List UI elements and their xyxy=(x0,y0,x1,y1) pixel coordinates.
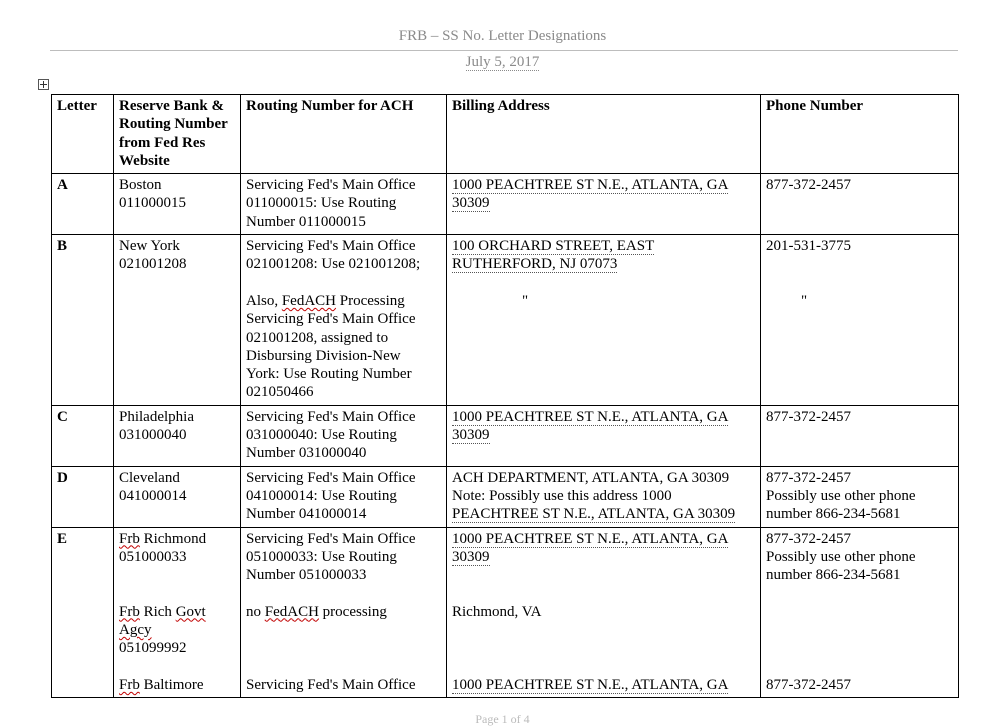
table-row xyxy=(52,235,959,406)
column-header-routing-ach: Routing Number for ACH xyxy=(241,95,447,174)
cell-reserve-bank: Frb Richmond 051000033 Frb Rich Govt Agcy 051099992 Frb Baltimore xyxy=(114,527,241,698)
spellcheck-flagged-word: Frb xyxy=(119,603,140,620)
column-header-letter: Letter xyxy=(52,95,114,174)
document-header-title: FRB – SS No. Letter Designations xyxy=(398,28,607,44)
spellcheck-flagged-word: Agcy xyxy=(119,622,152,639)
cell-routing-ach: Servicing Fed's Main Office 051000033: Use Routing Number 051000033 no FedACH processing Servicing Fed's Main Office xyxy=(241,527,447,698)
cell-reserve-bank: Cleveland 041000014 xyxy=(114,466,241,527)
column-header-reserve-bank: Reserve Bank & Routing Number from Fed Res Website xyxy=(114,95,241,174)
cell-letter: C xyxy=(52,405,114,466)
cell-reserve-bank: New York 021001208 xyxy=(114,235,241,406)
spellcheck-flagged-word: Frb xyxy=(119,530,140,547)
cell-phone: 201-531-3775 " xyxy=(761,235,959,406)
cell-phone: 877-372-2457 Possibly use other phone number 866-234-5681 xyxy=(761,466,959,527)
table-row xyxy=(52,405,959,466)
cell-routing-ach: Servicing Fed's Main Office 041000014: Use Routing Number 041000014 xyxy=(241,466,447,527)
spellcheck-flagged-word: Frb xyxy=(119,676,140,693)
cell-routing-ach: Servicing Fed's Main Office 011000015: Use Routing Number 011000015 xyxy=(241,174,447,235)
cell-phone: 877-372-2457 xyxy=(761,174,959,235)
spellcheck-flagged-word: Govt xyxy=(175,603,206,620)
cell-billing-address: 100 ORCHARD STREET, EAST RUTHERFORD, NJ 07073 " xyxy=(447,235,761,406)
cell-reserve-bank: Boston 011000015 xyxy=(114,174,241,235)
cell-letter: A xyxy=(52,174,114,235)
column-header-phone: Phone Number xyxy=(761,95,959,174)
table-header-row xyxy=(52,95,959,174)
spellcheck-flagged-word: FedACH xyxy=(264,603,319,620)
cell-phone: 877-372-2457 xyxy=(761,405,959,466)
ditto-mark: " xyxy=(801,292,808,309)
cell-phone: 877-372-2457 Possibly use other phone number 866-234-5681 877-372-2457 xyxy=(761,527,959,698)
cell-routing-ach: Servicing Fed's Main Office 031000040: Use Routing Number 031000040 xyxy=(241,405,447,466)
table-row xyxy=(52,466,959,527)
table-row xyxy=(52,527,959,698)
table-row xyxy=(52,174,959,235)
cell-routing-ach: Servicing Fed's Main Office 021001208: Use 021001208; Also, FedACH Processing Servicing Fed's Main Office 021001208, assigned to Disbursing Division-New York: Use Routing Number 021050466 xyxy=(241,235,447,406)
designations-table xyxy=(51,94,959,698)
cell-letter: D xyxy=(52,466,114,527)
cell-billing-address: 1000 PEACHTREE ST N.E., ATLANTA, GA 30309 xyxy=(447,405,761,466)
spellcheck-flagged-word: FedACH xyxy=(281,292,337,309)
cell-letter: B xyxy=(52,235,114,406)
cell-billing-address: 1000 PEACHTREE ST N.E., ATLANTA, GA 30309 Richmond, VA 1000 PEACHTREE ST N.E., ATLANTA, GA xyxy=(447,527,761,698)
header-divider xyxy=(50,50,958,51)
ditto-mark: " xyxy=(522,292,529,309)
document-header-date xyxy=(0,54,1005,71)
date-text: July 5, 2017 xyxy=(465,54,540,70)
cell-billing-address: 1000 PEACHTREE ST N.E., ATLANTA, GA 30309 xyxy=(447,174,761,235)
cell-reserve-bank: Philadelphia 031000040 xyxy=(114,405,241,466)
cell-letter: E xyxy=(52,527,114,698)
cell-billing-address: ACH DEPARTMENT, ATLANTA, GA 30309 Note: Possibly use this address 1000 PEACHTREE ST N.E., ATLANTA, GA 30309 xyxy=(447,466,761,527)
column-header-billing-address: Billing Address xyxy=(447,95,761,174)
page-footer: Page 1 of 4 xyxy=(475,712,530,726)
table-move-handle-icon[interactable] xyxy=(38,79,49,90)
